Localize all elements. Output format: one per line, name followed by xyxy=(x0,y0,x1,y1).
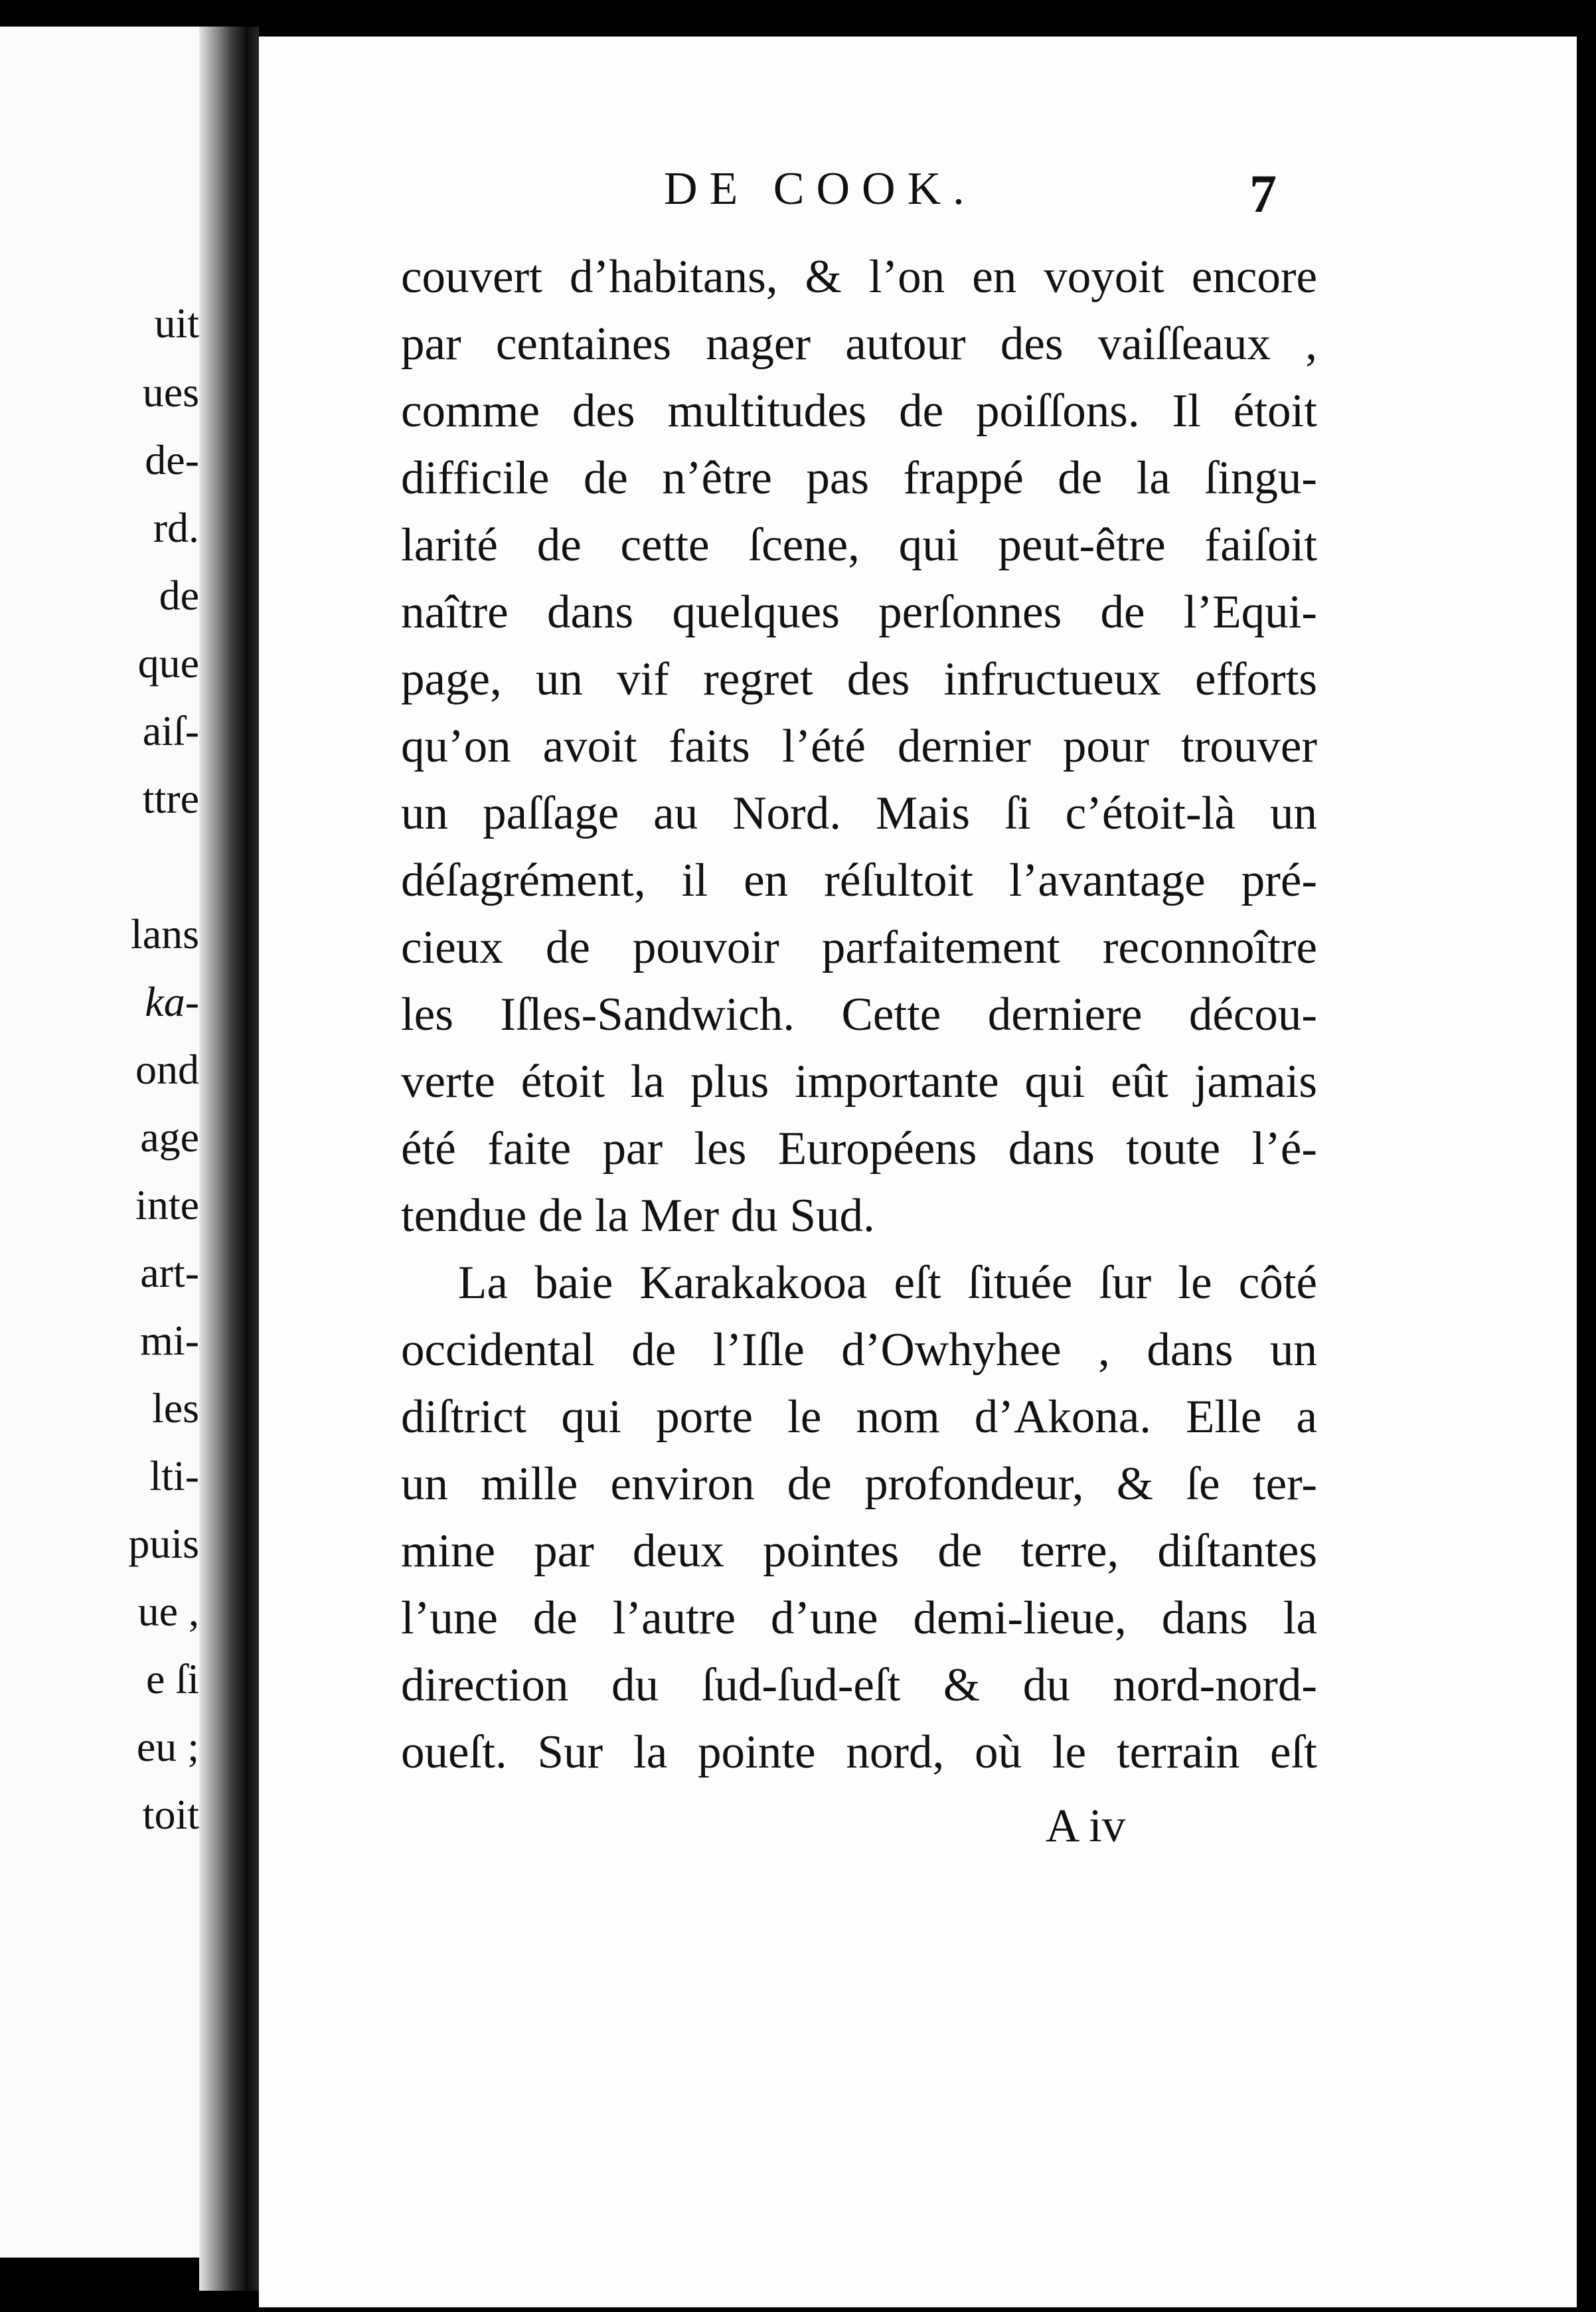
text-line: cieux de pouvoir parfaitement reconnoître xyxy=(401,922,1317,973)
left-page-line: ttre xyxy=(142,775,199,822)
running-head: DE COOK. xyxy=(664,163,977,214)
left-page-line: age xyxy=(140,1114,199,1161)
text-line: tendue de la Mer du Sud. xyxy=(401,1190,875,1242)
left-page-line: art- xyxy=(140,1249,199,1296)
left-page-line: lans xyxy=(130,910,199,957)
text-line: larité de cette ſcene, qui peut-être faiſoit xyxy=(401,519,1317,571)
left-page-line: ond xyxy=(135,1046,199,1093)
left-page-line: lti- xyxy=(149,1452,199,1499)
text-line: par centaines nager autour des vaiſſeaux , xyxy=(401,318,1317,370)
left-page-line: eu ; xyxy=(136,1723,199,1770)
left-page-line: ue , xyxy=(137,1588,199,1635)
left-page-line: de xyxy=(159,572,199,619)
left-page-line: toit xyxy=(142,1791,199,1838)
page-number: 7 xyxy=(1249,163,1277,224)
text-line: diſtrict qui porte le nom d’Akona. Elle a xyxy=(401,1391,1317,1443)
left-page xyxy=(0,27,199,2258)
signature-mark: A iv xyxy=(1046,1800,1126,1852)
text-line: occidental de l’Iſle d’Owhyhee , dans un xyxy=(401,1324,1317,1376)
left-page-line: les xyxy=(151,1384,199,1432)
body-text xyxy=(401,244,1317,1786)
text-line: difficile de n’être pas frappé de la ſingu- xyxy=(401,452,1317,504)
text-line: couvert d’habitans, & l’on en voyoit encore xyxy=(401,251,1317,303)
text-line: direction du ſud-ſud-eſt & du nord-nord- xyxy=(401,1659,1317,1711)
text-line: qu’on avoit faits l’été dernier pour trouver xyxy=(401,720,1317,772)
left-page-line: puis xyxy=(128,1520,199,1567)
text-line: un mille environ de profondeur, & ſe ter- xyxy=(401,1458,1317,1510)
left-page-line: e ſi xyxy=(146,1655,199,1702)
left-page-line: uit xyxy=(154,299,199,347)
text-line: un paſſage au Nord. Mais ſi c’étoit-là un xyxy=(401,787,1317,839)
left-page-line: aiſ- xyxy=(142,707,199,754)
text-line: La baie Karakakooa eſt ſituée ſur le côté xyxy=(458,1257,1317,1309)
left-page-line: inte xyxy=(135,1181,199,1228)
text-line: l’une de l’autre d’une demi-lieue, dans la xyxy=(401,1592,1317,1644)
text-line: verte étoit la plus importante qui eût jamais xyxy=(401,1056,1317,1108)
text-line: naître dans quelques perſonnes de l’Equi- xyxy=(401,586,1317,638)
text-line: été faite par les Européens dans toute l’é- xyxy=(401,1123,1317,1175)
left-page-line: rd. xyxy=(153,504,199,551)
text-line: les Iſles-Sandwich. Cette derniere décou- xyxy=(401,989,1317,1040)
text-line: déſagrément, il en réſultoit l’avantage pré- xyxy=(401,855,1317,906)
left-page-line: ues xyxy=(142,369,199,416)
left-page-line: que xyxy=(137,639,199,687)
left-page-line: mi- xyxy=(140,1317,199,1364)
text-line: mine par deux pointes de terre, diſtantes xyxy=(401,1525,1317,1577)
text-line: comme des multitudes de poiſſons. Il étoit xyxy=(401,385,1317,437)
left-page-line: de- xyxy=(145,436,199,483)
text-line: oueſt. Sur la pointe nord, où le terrain eſt xyxy=(401,1726,1317,1778)
text-line: page, un vif regret des infructueux efforts xyxy=(401,653,1317,705)
book-spine-gutter xyxy=(199,27,259,2291)
left-page-line: ka- xyxy=(145,978,199,1025)
